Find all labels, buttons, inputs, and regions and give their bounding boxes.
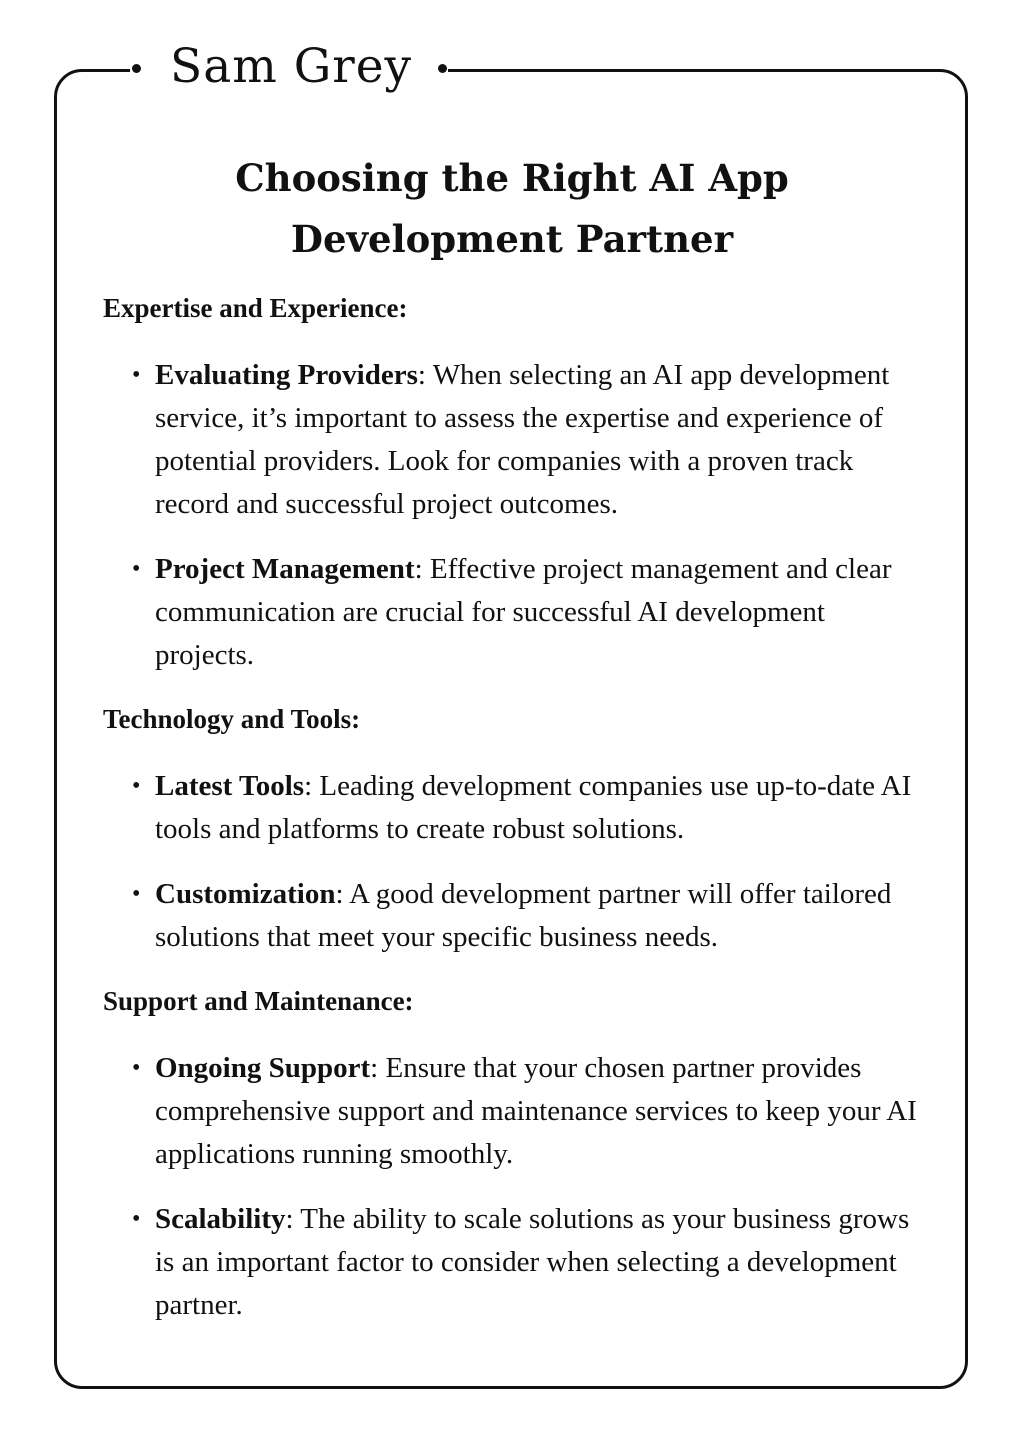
item-term: Evaluating Providers xyxy=(155,359,418,391)
bullet-list xyxy=(103,765,923,959)
page-title xyxy=(140,148,884,270)
bullet-icon: • xyxy=(132,362,141,388)
bullet-icon: • xyxy=(132,1206,141,1232)
bullet-list xyxy=(103,1047,923,1327)
section-heading: Technology and Tools: xyxy=(103,704,361,734)
section-heading: Expertise and Experience: xyxy=(103,293,408,323)
list-item xyxy=(103,354,923,526)
title-line-2: Development Partner xyxy=(290,217,734,261)
item-term: Customization xyxy=(155,878,336,910)
item-term: Project Management xyxy=(155,553,415,585)
list-item xyxy=(103,873,923,959)
item-text: : The ability to scale solutions as your business grows is an important factor to consider when selecting a development partner. xyxy=(155,1203,910,1321)
list-item xyxy=(103,1198,923,1327)
section-heading: Support and Maintenance: xyxy=(103,986,414,1016)
title-line-1: Choosing the Right AI App xyxy=(235,156,789,200)
list-item xyxy=(103,1047,923,1176)
bullet-icon: • xyxy=(132,881,141,907)
document-body xyxy=(103,288,923,1349)
author-name: Sam Grey xyxy=(170,39,413,94)
item-term: Ongoing Support xyxy=(155,1052,371,1084)
item-text: : Effective project management and clear communication are crucial for successful AI development projects. xyxy=(155,553,892,671)
left-dot-icon xyxy=(132,64,141,73)
item-text: : Ensure that your chosen partner provides comprehensive support and maintenance services to keep your AI applications running smoothly. xyxy=(155,1052,917,1170)
list-item xyxy=(103,548,923,677)
item-text: : Leading development companies use up-to-date AI tools and platforms to create robust solutions. xyxy=(155,770,912,845)
section-technology xyxy=(103,699,923,959)
section-expertise xyxy=(103,288,923,677)
bullet-icon: • xyxy=(132,556,141,582)
bullet-list xyxy=(103,354,923,677)
bullet-icon: • xyxy=(132,1055,141,1081)
item-term: Scalability xyxy=(155,1203,286,1235)
right-dot-icon xyxy=(438,64,447,73)
section-support xyxy=(103,981,923,1327)
item-term: Latest Tools xyxy=(155,770,305,802)
list-item xyxy=(103,765,923,851)
item-text: : When selecting an AI app development service, it’s important to assess the expertise and experience of potential providers. Look for companies with a proven track record and successful project outcomes. xyxy=(155,359,890,520)
item-text: : A good development partner will offer tailored solutions that meet your specific business needs. xyxy=(155,878,892,953)
bullet-icon: • xyxy=(132,773,141,799)
